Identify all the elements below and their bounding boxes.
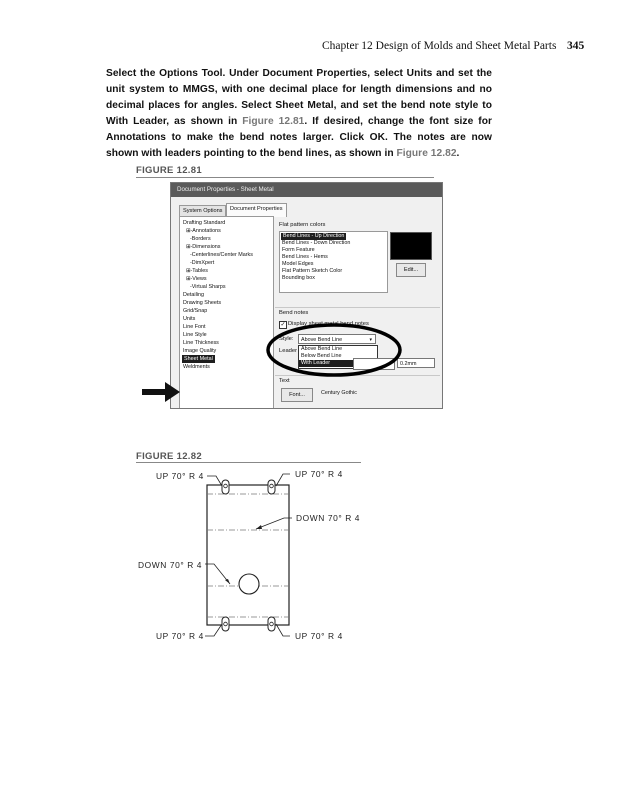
font-button[interactable]: Font... bbox=[281, 388, 313, 402]
dropdown-option-above[interactable]: Above Bend Line bbox=[301, 346, 343, 352]
style-label: Style: bbox=[279, 336, 294, 342]
tree-item-drawing-sheets[interactable]: Drawing Sheets bbox=[183, 300, 222, 306]
running-header-chapter: Chapter 12 Design of Molds and Sheet Metal Parts bbox=[322, 40, 557, 52]
bend-note-bottom-left: UP 70° R 4 bbox=[156, 631, 204, 641]
tree-item-dimensions[interactable]: ⊞-Dimensions bbox=[186, 244, 221, 250]
center-hole bbox=[239, 574, 259, 594]
tree-item-image-quality[interactable]: Image Quality bbox=[183, 348, 217, 354]
leader-top-right bbox=[276, 474, 290, 486]
color-item[interactable]: Form Feature bbox=[282, 247, 315, 253]
dropdown-option-with-leader[interactable]: With Leader bbox=[299, 360, 375, 367]
tree-item-virtual-sharps[interactable]: -Virtual Sharps bbox=[190, 284, 226, 290]
bend-note-bottom-right: UP 70° R 4 bbox=[295, 631, 343, 641]
bend-notes-label: Bend notes bbox=[279, 310, 309, 316]
tree-item-line-thickness[interactable]: Line Thickness bbox=[183, 340, 219, 346]
arrowhead bbox=[225, 579, 230, 584]
display-bend-notes-checkbox[interactable]: ✓ bbox=[280, 322, 286, 328]
tree-item-dimxpert[interactable]: -DimXpert bbox=[190, 260, 215, 266]
paragraph-text-3: . bbox=[456, 148, 460, 159]
tab-document-properties[interactable]: Document Properties bbox=[226, 203, 287, 217]
tree-item-centerlines[interactable]: -Centerlines/Center Marks bbox=[190, 252, 253, 258]
leader-bottom-right bbox=[276, 624, 290, 636]
tree-item-sheet-metal[interactable]: Sheet Metal bbox=[184, 356, 213, 362]
tree-item-line-style[interactable]: Line Style bbox=[183, 332, 207, 338]
figure-label-12-82: FIGURE 12.82 bbox=[136, 451, 202, 462]
color-item[interactable]: Bend Lines - Up Direction bbox=[283, 233, 345, 239]
style-select-value: Above Bend Line bbox=[301, 337, 343, 343]
tree-item-views[interactable]: ⊞-Views bbox=[186, 276, 207, 282]
bend-note-middle-right: DOWN 70° R 4 bbox=[296, 513, 361, 523]
display-bend-notes-label: Display sheet metal bend notes bbox=[288, 321, 369, 327]
tree-item-line-font[interactable]: Line Font bbox=[183, 324, 206, 330]
tree-item-tables[interactable]: ⊞-Tables bbox=[186, 268, 208, 274]
bend-note-middle-left: DOWN 70° R 4 bbox=[138, 560, 203, 570]
arrowhead bbox=[256, 525, 262, 529]
tab-slot-top-left bbox=[222, 480, 229, 494]
tab-system-options[interactable]: System Options bbox=[179, 205, 226, 217]
paragraph-text-1: Select the Options Tool. Under Document Properties, select Units and set the unit system to MMGS, with one decimal place for length dimensions and no decimal places for angles. Select Sheet Metal, and set the bend note style to With Leader, as shown in bbox=[106, 68, 492, 127]
tree-item-grid-snap[interactable]: Grid/Snap bbox=[183, 308, 208, 314]
tree-item-drafting-standard[interactable]: Drafting Standard bbox=[183, 220, 226, 226]
leader-bottom-left bbox=[205, 624, 222, 636]
tab-slot-bottom-left bbox=[222, 617, 229, 631]
page-number: 345 bbox=[567, 40, 585, 52]
dialog-title: Document Properties - Sheet Metal bbox=[171, 183, 442, 197]
font-name: Century Gothic bbox=[321, 390, 357, 396]
bend-note-top-left: UP 70° R 4 bbox=[156, 471, 204, 481]
color-item[interactable]: Flat Pattern Sketch Color bbox=[282, 268, 343, 274]
bend-note-top-right: UP 70° R 4 bbox=[295, 469, 343, 479]
color-item[interactable]: Bounding box bbox=[282, 275, 315, 281]
edit-button[interactable]: Edit... bbox=[396, 263, 426, 277]
figure-reference-1: Figure 12.81 bbox=[242, 116, 305, 127]
flat-pattern-outline bbox=[207, 485, 289, 625]
paragraph-text-2: . If desired, change the font size for Annotations to make the bend notes larger. Click OK. The notes are now shown with leaders pointing to the bend lines, as shown in bbox=[106, 116, 492, 159]
color-item[interactable]: Bend Lines - Hems bbox=[282, 254, 328, 260]
tab-slot-top-right bbox=[268, 480, 275, 494]
color-item[interactable]: Model Edges bbox=[282, 261, 314, 267]
leader-label: Leader bbox=[279, 348, 298, 354]
tree-item-borders[interactable]: -Borders bbox=[190, 236, 211, 242]
tree-item-detailing[interactable]: Detailing bbox=[183, 292, 204, 298]
text-group-label: Text bbox=[279, 378, 290, 384]
figure-label-12-81: FIGURE 12.81 bbox=[136, 165, 202, 176]
tree-item-units[interactable]: Units bbox=[183, 316, 196, 322]
color-item[interactable]: Bend Lines - Down Direction bbox=[282, 240, 351, 246]
tree-item-weldments[interactable]: Weldments bbox=[183, 364, 210, 370]
flat-pattern-colors-label: Flat pattern colors bbox=[279, 222, 326, 228]
tree-item-annotations[interactable]: ⊞-Annotations bbox=[186, 228, 221, 234]
figure-reference-2: Figure 12.82 bbox=[396, 148, 457, 159]
tab-slot-bottom-right bbox=[268, 617, 275, 631]
dropdown-option-below[interactable]: Below Bend Line bbox=[301, 353, 342, 359]
leader-thickness-field[interactable]: 0.2mm bbox=[397, 358, 435, 368]
chevron-down-icon: ▾ bbox=[369, 337, 372, 343]
